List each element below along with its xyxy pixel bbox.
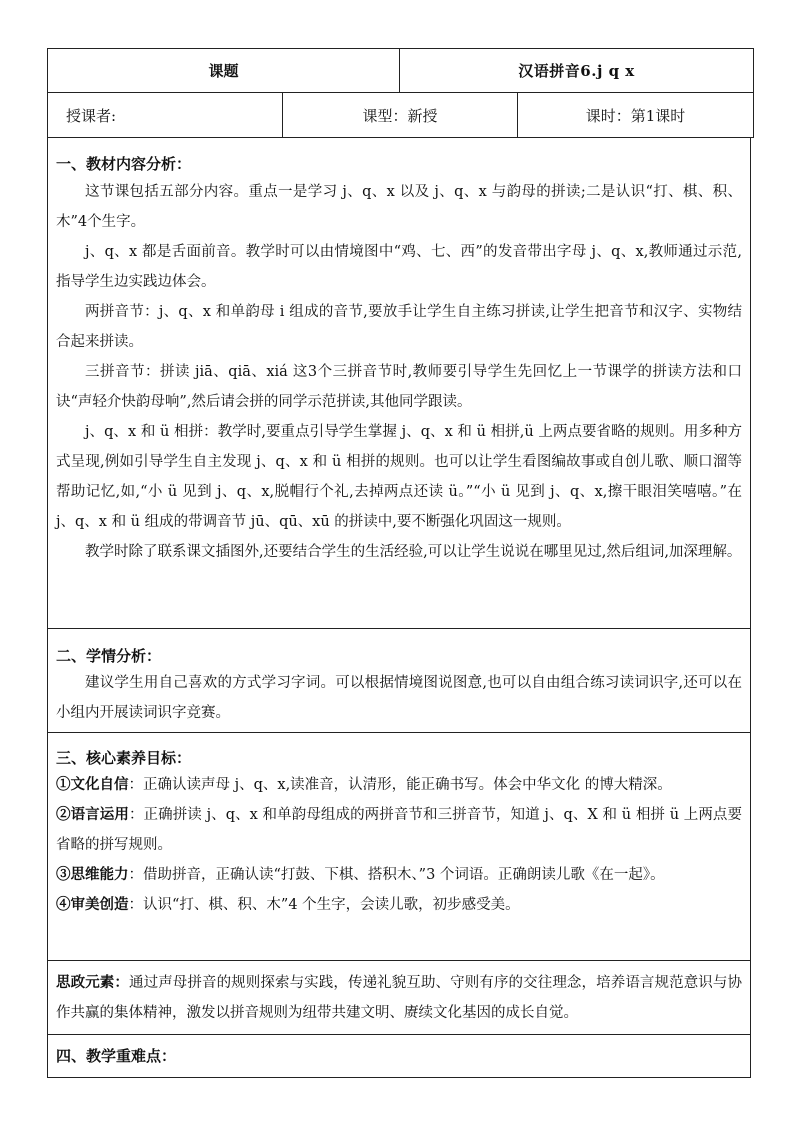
goal-head: ③思维能力 — [56, 866, 129, 883]
goal-item — [56, 800, 742, 860]
goal-text: ：借助拼音，正确认读“打鼓、下棋、搭积木、”3 个词语。正确朗读儿歌《在一起》。 — [128, 867, 665, 883]
topic-label: 课题 — [48, 49, 400, 93]
goal-text: ：正确拼读 j、q、x 和单韵母组成的两拼音节和三拼音节，知道 j、q、X 和 ü 相拼 ü 上两点要省略的拼写规则。 — [56, 807, 743, 853]
paragraph: 教学时除了联系课文插图外,还要结合学生的生活经验,可以让学生说说在哪里见过,然后组词,加深理解。 — [85, 544, 742, 560]
ideology-head: 思政元素： — [56, 974, 129, 991]
material-analysis-section — [47, 138, 751, 629]
lesson-period: 课时：第1课时 — [518, 93, 754, 138]
paragraph: 建议学生用自己喜欢的方式学习字词。可以根据情境图说图意,也可以自由组合练习读词识字,还可以在小组内开展读词识字竞赛。 — [56, 675, 742, 721]
paragraph: 两拼音节：j、q、x 和单韵母 i 组成的音节,要放手让学生自主练习拼读,让学生把音节和汉字、实物结合起来拼读。 — [56, 304, 742, 350]
goal-text: ：正确认读声母 j、q、x,读准音，认清形，能正确书写。体会中华文化 的博大精深。 — [128, 777, 672, 793]
goal-item — [56, 860, 742, 890]
section-title: 三、核心素养目标： — [56, 749, 192, 767]
learner-analysis-section — [47, 629, 751, 733]
goal-text: ：认识“打、棋、积、木”4 个生字，会读儿歌，初步感受美。 — [128, 897, 520, 913]
paragraph: j、q、x 和 ü 相拼：教学时,要重点引导学生掌握 j、q、x 和 ü 相拼,ü 上两点要省略的规则。用多种方式呈现,例如引导学生自主发现 j、q、x 和 ü 相拼的规则。也可以让学生看图编故事或自创儿歌、顺口溜等帮助记忆,如,“小 ü 见到 j、q、x,脱帽行个礼,去掉两点还读 ü。”“小 ü 见到 j、q、x,擦干眼泪笑嘻嘻。”在 j、q、x 和 ü 组成的带调音节 jū、qū、xū 的拼读中,要不断强化巩固这一规则。 — [56, 424, 742, 530]
goal-head: ④审美创造 — [56, 896, 129, 913]
paragraph: j、q、x 都是舌面前音。教学时可以由情境图中“鸡、七、西”的发音带出字母 j、q、x,教师通过示范,指导学生边实践边体会。 — [56, 244, 742, 290]
ideology-text: 通过声母拼音的规则探索与实践，传递礼貌互助、守则有序的交往理念，培养语言规范意识与协作共赢的集体精神，激发以拼音规则为纽带共建文明、赓续文化基因的成长自觉。 — [56, 975, 743, 1021]
core-goals-section — [47, 733, 751, 961]
goal-item — [56, 770, 742, 800]
key-points-section — [47, 1035, 751, 1078]
paragraph: 这节课包括五部分内容。重点一是学习 j、q、x 以及 j、q、x 与韵母的拼读;二是认识“打、棋、积、木”4个生字。 — [56, 184, 742, 230]
goal-head: ②语言运用 — [56, 806, 129, 823]
goal-item — [56, 890, 742, 920]
lesson-type: 课型：新授 — [283, 93, 518, 138]
ideology-paragraph — [56, 968, 742, 1028]
header-table — [47, 48, 754, 138]
section-title: 四、教学重难点： — [56, 1047, 177, 1065]
section-title: 二、学情分析： — [56, 647, 162, 665]
section-title: 一、教材内容分析： — [56, 155, 192, 173]
teacher-label: 授课者: — [48, 93, 283, 138]
goal-head: ①文化自信 — [56, 776, 129, 793]
ideology-section — [47, 961, 751, 1035]
topic-value: 汉语拼音6.j q x — [400, 49, 754, 93]
paragraph: 三拼音节：拼读 jiā、qiā、xiá 这3个三拼音节时,教师要引导学生先回忆上一节课学的拼读方法和口诀“声轻介快韵母响”,然后请会拼的同学示范拼读,其他同学跟读。 — [56, 364, 742, 410]
